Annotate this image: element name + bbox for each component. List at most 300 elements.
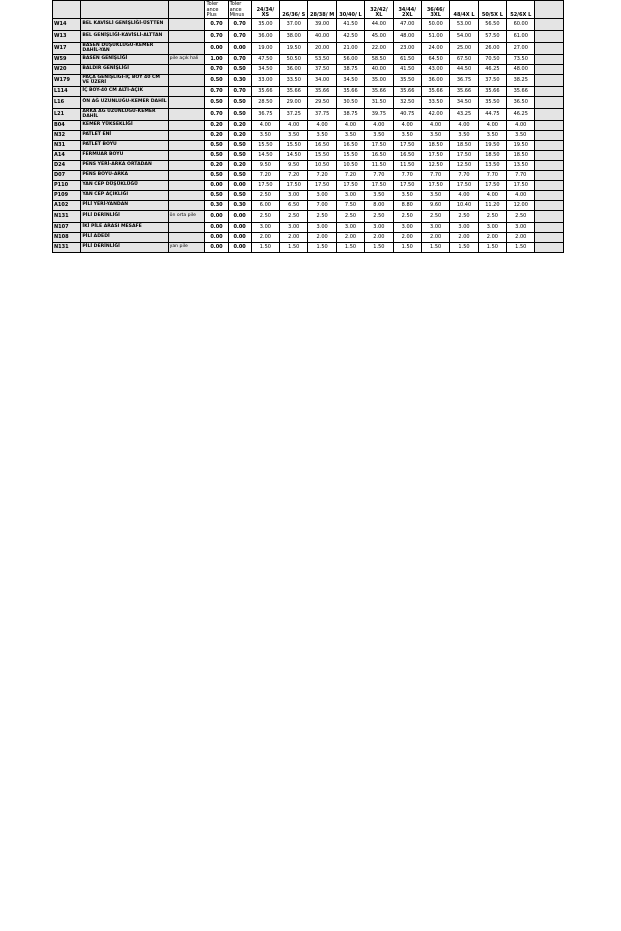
tolerance-plus: 0.00 [205, 223, 228, 233]
size-value: 36.00 [280, 65, 308, 75]
size-value: 2.00 [280, 233, 308, 243]
empty-cell [535, 141, 564, 151]
tolerance-minus: 0.20 [228, 121, 251, 131]
measure-code: W59 [53, 55, 81, 65]
size-value: 20.00 [308, 43, 336, 55]
measure-code: P110 [53, 181, 81, 191]
size-value: 35.50 [393, 75, 421, 87]
size-value: 21.00 [336, 43, 364, 55]
size-value: 53.50 [308, 55, 336, 65]
measure-description: PİLİ DERİNLİĞİ [81, 243, 168, 253]
size-value: 51.00 [421, 31, 449, 43]
measure-description: ÖN AĞ UZUNLUĞU-KEMER DAHİL [81, 97, 168, 109]
size-value: 34.50 [336, 75, 364, 87]
header-size: 52/6X L [507, 1, 535, 19]
size-value: 3.00 [251, 223, 279, 233]
size-value: 15.50 [336, 151, 364, 161]
measure-description: PATLET BOYU [81, 141, 168, 151]
size-value: 35.66 [478, 87, 506, 97]
size-value: 35.66 [308, 87, 336, 97]
size-value: 24.00 [421, 43, 449, 55]
size-value: 7.20 [251, 171, 279, 181]
size-value: 3.50 [507, 131, 535, 141]
measure-note [168, 75, 205, 87]
tolerance-plus: 0.20 [205, 131, 228, 141]
size-value: 1.50 [336, 243, 364, 253]
table-row [53, 161, 564, 171]
size-value: 2.50 [507, 211, 535, 223]
size-value: 3.00 [280, 223, 308, 233]
header-size: 28/38/ M [308, 1, 336, 19]
size-value: 1.50 [308, 243, 336, 253]
size-value: 29.00 [280, 97, 308, 109]
size-value: 3.00 [308, 191, 336, 201]
size-value: 35.66 [336, 87, 364, 97]
tolerance-minus: 0.30 [228, 201, 251, 211]
size-value: 17.50 [365, 181, 393, 191]
size-value: 4.00 [478, 121, 506, 131]
measure-note [168, 97, 205, 109]
empty-cell [535, 233, 564, 243]
size-value: 3.50 [308, 131, 336, 141]
size-value: 25.00 [450, 43, 478, 55]
size-value: 9.50 [280, 161, 308, 171]
size-value: 67.50 [450, 55, 478, 65]
size-value: 3.50 [336, 131, 364, 141]
size-value: 1.50 [507, 243, 535, 253]
measure-description: PİLİ YERİ-YANDAN [81, 201, 168, 211]
measure-code: L114 [53, 87, 81, 97]
size-value: 3.00 [336, 191, 364, 201]
size-value: 2.00 [421, 233, 449, 243]
measure-note [168, 131, 205, 141]
table-row [53, 109, 564, 121]
size-value: 43.00 [421, 65, 449, 75]
size-value: 48.00 [393, 31, 421, 43]
size-value: 17.50 [280, 181, 308, 191]
size-value: 4.00 [308, 121, 336, 131]
size-value: 36.75 [450, 75, 478, 87]
size-value: 2.00 [450, 233, 478, 243]
size-value: 10.40 [450, 201, 478, 211]
size-value: 7.70 [507, 171, 535, 181]
size-value: 33.00 [251, 75, 279, 87]
header-row [53, 1, 564, 19]
size-value: 7.70 [365, 171, 393, 181]
size-value: 17.50 [393, 141, 421, 151]
size-value: 13.50 [478, 161, 506, 171]
measure-description: YAN CEP DÜŞÜKLÜĞÜ [81, 181, 168, 191]
size-value: 44.75 [478, 109, 506, 121]
size-value: 46.25 [478, 65, 506, 75]
size-value: 17.50 [393, 181, 421, 191]
measure-code: W14 [53, 19, 81, 31]
tolerance-plus: 0.50 [205, 151, 228, 161]
tolerance-plus: 0.70 [205, 87, 228, 97]
size-value: 7.50 [336, 201, 364, 211]
size-value: 35.66 [251, 87, 279, 97]
measure-description: YAN CEP AÇIKLIĞI [81, 191, 168, 201]
measure-note [168, 171, 205, 181]
measure-note: pile açık hali [168, 55, 205, 65]
size-value: 16.50 [365, 151, 393, 161]
size-value: 35.66 [507, 87, 535, 97]
size-value: 37.00 [280, 19, 308, 31]
tolerance-minus: 0.50 [228, 109, 251, 121]
size-value: 56.50 [478, 19, 506, 31]
size-value: 28.50 [251, 97, 279, 109]
size-value: 53.00 [450, 19, 478, 31]
header-tolerance-plus: Toler ance Plus [205, 1, 228, 19]
size-value: 57.50 [478, 31, 506, 43]
header-size: 24/34/ XS [251, 1, 279, 19]
size-value: 3.00 [365, 223, 393, 233]
size-value: 1.50 [478, 243, 506, 253]
size-value: 6.00 [251, 201, 279, 211]
size-value: 35.66 [450, 87, 478, 97]
size-value: 44.50 [450, 65, 478, 75]
tolerance-minus: 0.50 [228, 171, 251, 181]
size-value: 17.50 [421, 151, 449, 161]
size-value: 31.50 [365, 97, 393, 109]
size-value: 19.00 [251, 43, 279, 55]
size-value: 12.50 [450, 161, 478, 171]
measure-note [168, 43, 205, 55]
size-value: 17.50 [251, 181, 279, 191]
size-value: 35.66 [280, 87, 308, 97]
size-value: 2.00 [251, 233, 279, 243]
measure-note [168, 141, 205, 151]
size-value: 3.50 [421, 131, 449, 141]
measure-code: N131 [53, 211, 81, 223]
size-value: 38.25 [507, 75, 535, 87]
size-value: 2.00 [507, 233, 535, 243]
size-value: 7.20 [308, 171, 336, 181]
measure-note [168, 151, 205, 161]
measure-code: N107 [53, 223, 81, 233]
size-value: 47.50 [251, 55, 279, 65]
size-value: 61.50 [393, 55, 421, 65]
empty-cell [535, 171, 564, 181]
size-value: 2.50 [421, 211, 449, 223]
tolerance-plus: 0.70 [205, 19, 228, 31]
table-row [53, 191, 564, 201]
size-value: 37.50 [308, 65, 336, 75]
table-row [53, 121, 564, 131]
size-value: 4.00 [336, 121, 364, 131]
measure-note [168, 181, 205, 191]
size-value: 47.00 [393, 19, 421, 31]
size-value: 38.75 [336, 65, 364, 75]
size-value: 60.00 [507, 19, 535, 31]
size-value: 42.50 [336, 31, 364, 43]
tolerance-plus: 0.30 [205, 201, 228, 211]
size-value: 1.50 [393, 243, 421, 253]
size-value: 3.00 [507, 223, 535, 233]
size-value: 56.00 [336, 55, 364, 65]
size-value: 1.50 [421, 243, 449, 253]
size-value: 54.00 [450, 31, 478, 43]
size-value: 19.50 [507, 141, 535, 151]
measure-code: D07 [53, 171, 81, 181]
measure-note [168, 121, 205, 131]
size-value: 64.50 [421, 55, 449, 65]
header-size: 36/46/ 3XL [421, 1, 449, 19]
size-value: 3.00 [421, 223, 449, 233]
size-value: 16.50 [336, 141, 364, 151]
measure-description: PAÇA GENİŞLİĞİ-İÇ BOY 40 CM VE ÜZERİ [81, 75, 168, 87]
table-row [53, 65, 564, 75]
size-value: 39.00 [308, 19, 336, 31]
measure-note [168, 161, 205, 171]
tolerance-plus: 0.50 [205, 191, 228, 201]
empty-cell [535, 121, 564, 131]
table-header [53, 1, 564, 19]
size-value: 17.50 [507, 181, 535, 191]
measure-description: PİLİ ADEDİ [81, 233, 168, 243]
measure-description: BALDIR GENİŞLİĞİ [81, 65, 168, 75]
size-value: 9.60 [421, 201, 449, 211]
tolerance-minus: 0.00 [228, 233, 251, 243]
size-value: 35.00 [251, 19, 279, 31]
empty-cell [535, 97, 564, 109]
header-description [81, 1, 168, 19]
measure-code: B04 [53, 121, 81, 131]
size-value: 2.00 [393, 233, 421, 243]
tolerance-minus: 0.00 [228, 43, 251, 55]
table-row [53, 201, 564, 211]
table-row [53, 75, 564, 87]
size-value: 29.50 [308, 97, 336, 109]
size-value: 4.00 [450, 191, 478, 201]
measure-code: P109 [53, 191, 81, 201]
size-value: 35.66 [365, 87, 393, 97]
size-value: 17.50 [308, 181, 336, 191]
size-value: 4.00 [365, 121, 393, 131]
empty-cell [535, 43, 564, 55]
size-value: 3.50 [280, 131, 308, 141]
size-value: 26.00 [478, 43, 506, 55]
size-value: 50.50 [280, 55, 308, 65]
measure-code: N32 [53, 131, 81, 141]
size-value: 23.00 [393, 43, 421, 55]
size-value: 7.20 [336, 171, 364, 181]
tolerance-plus: 0.50 [205, 171, 228, 181]
table-row [53, 87, 564, 97]
measure-code: W17 [53, 43, 81, 55]
size-value: 19.50 [478, 141, 506, 151]
empty-cell [535, 87, 564, 97]
size-value: 2.50 [336, 211, 364, 223]
size-value: 42.00 [421, 109, 449, 121]
measure-note: ön orta pile [168, 211, 205, 223]
size-value: 12.00 [507, 201, 535, 211]
tolerance-plus: 0.00 [205, 243, 228, 253]
size-value: 70.50 [478, 55, 506, 65]
size-value: 2.00 [336, 233, 364, 243]
size-value: 3.50 [478, 131, 506, 141]
size-value: 41.50 [336, 19, 364, 31]
size-value: 38.75 [336, 109, 364, 121]
empty-cell [535, 55, 564, 65]
header-size: 30/40/ L [336, 1, 364, 19]
measure-description: KEMER YÜKSEKLİĞİ [81, 121, 168, 131]
measure-note [168, 31, 205, 43]
size-value: 17.50 [450, 181, 478, 191]
size-value: 3.00 [478, 223, 506, 233]
size-value: 1.50 [450, 243, 478, 253]
size-value: 36.75 [251, 109, 279, 121]
measure-code: W20 [53, 65, 81, 75]
header-size: 48/4X L [450, 1, 478, 19]
measure-code: A14 [53, 151, 81, 161]
size-value: 39.75 [365, 109, 393, 121]
tolerance-plus: 0.20 [205, 161, 228, 171]
empty-cell [535, 181, 564, 191]
size-value: 2.00 [478, 233, 506, 243]
empty-cell [535, 223, 564, 233]
size-value: 4.00 [478, 191, 506, 201]
measure-description: PİLİ DERİNLİĞİ [81, 211, 168, 223]
measure-note [168, 223, 205, 233]
measure-description: BASEN DÜŞÜKLÜĞÜ-KEMER DAHİL-YAN [81, 43, 168, 55]
measure-note [168, 201, 205, 211]
size-value: 3.00 [308, 223, 336, 233]
tolerance-minus: 0.50 [228, 97, 251, 109]
measure-code: N131 [53, 243, 81, 253]
size-value: 2.50 [251, 211, 279, 223]
size-value: 4.00 [280, 121, 308, 131]
size-value: 3.50 [365, 191, 393, 201]
measure-code: W13 [53, 31, 81, 43]
size-value: 3.50 [365, 131, 393, 141]
tolerance-minus: 0.00 [228, 223, 251, 233]
measure-description: PENS BOYU-ARKA [81, 171, 168, 181]
size-value: 3.50 [421, 191, 449, 201]
size-value: 3.00 [450, 223, 478, 233]
size-value: 8.00 [365, 201, 393, 211]
size-value: 34.50 [251, 65, 279, 75]
size-value: 50.00 [421, 19, 449, 31]
table-row [53, 43, 564, 55]
size-value: 61.00 [507, 31, 535, 43]
size-value: 9.50 [251, 161, 279, 171]
size-value: 2.50 [393, 211, 421, 223]
size-value: 1.50 [280, 243, 308, 253]
size-value: 35.66 [393, 87, 421, 97]
tolerance-minus: 0.50 [228, 191, 251, 201]
size-value: 3.50 [450, 131, 478, 141]
size-value: 2.50 [478, 211, 506, 223]
tolerance-plus: 0.50 [205, 75, 228, 87]
size-value: 18.50 [421, 141, 449, 151]
table-row [53, 55, 564, 65]
size-value: 37.25 [280, 109, 308, 121]
size-value: 2.50 [308, 211, 336, 223]
tolerance-plus: 0.20 [205, 121, 228, 131]
header-size: 32/42/ XL [365, 1, 393, 19]
size-value: 43.25 [450, 109, 478, 121]
size-value: 7.70 [393, 171, 421, 181]
size-value: 38.00 [280, 31, 308, 43]
tolerance-minus: 0.70 [228, 87, 251, 97]
size-value: 37.50 [478, 75, 506, 87]
tolerance-minus: 0.50 [228, 65, 251, 75]
size-value: 40.00 [308, 31, 336, 43]
size-value: 15.50 [308, 151, 336, 161]
size-value: 18.50 [478, 151, 506, 161]
tolerance-minus: 0.00 [228, 243, 251, 253]
size-value: 18.50 [450, 141, 478, 151]
tolerance-plus: 0.50 [205, 141, 228, 151]
header-size [535, 1, 564, 19]
empty-cell [535, 243, 564, 253]
measure-description: BASEN GENİŞLİĞİ [81, 55, 168, 65]
table-row [53, 223, 564, 233]
measure-note [168, 65, 205, 75]
table-body [53, 19, 564, 253]
tolerance-minus: 0.50 [228, 141, 251, 151]
size-value: 2.50 [280, 211, 308, 223]
size-value: 34.50 [450, 97, 478, 109]
size-value: 2.50 [450, 211, 478, 223]
size-value: 3.00 [336, 223, 364, 233]
size-value: 3.00 [280, 191, 308, 201]
measure-note [168, 109, 205, 121]
header-size: 26/36/ S [280, 1, 308, 19]
size-value: 10.50 [308, 161, 336, 171]
size-value: 11.20 [478, 201, 506, 211]
measure-description: İÇ BOY-40 CM ALTI-AÇIK [81, 87, 168, 97]
size-value: 7.20 [280, 171, 308, 181]
tolerance-plus: 0.70 [205, 109, 228, 121]
table-row [53, 233, 564, 243]
size-value: 7.00 [308, 201, 336, 211]
measure-code: L21 [53, 109, 81, 121]
measure-description: PENS YERİ-ARKA ORTADAN [81, 161, 168, 171]
measure-code: L16 [53, 97, 81, 109]
size-value: 16.50 [308, 141, 336, 151]
measure-note [168, 87, 205, 97]
size-value: 4.00 [421, 121, 449, 131]
measure-code: W179 [53, 75, 81, 87]
size-value: 35.50 [478, 97, 506, 109]
size-value: 3.50 [251, 131, 279, 141]
measure-description: BEL KAVİSLİ GENİŞLİĞİ-ÜSTTEN [81, 19, 168, 31]
size-value: 15.50 [251, 141, 279, 151]
measure-note [168, 233, 205, 243]
tolerance-minus: 0.70 [228, 19, 251, 31]
size-value: 34.00 [308, 75, 336, 87]
tolerance-plus: 0.00 [205, 43, 228, 55]
header-size: 50/5X L [478, 1, 506, 19]
measure-code: N108 [53, 233, 81, 243]
size-value: 48.00 [507, 65, 535, 75]
table-row [53, 19, 564, 31]
empty-cell [535, 151, 564, 161]
measure-note: yan pile [168, 243, 205, 253]
tolerance-minus: 0.20 [228, 131, 251, 141]
empty-cell [535, 161, 564, 171]
size-value: 36.50 [507, 97, 535, 109]
size-value: 30.50 [336, 97, 364, 109]
empty-cell [535, 191, 564, 201]
tolerance-minus: 0.30 [228, 75, 251, 87]
tolerance-plus: 0.00 [205, 181, 228, 191]
size-value: 4.00 [507, 191, 535, 201]
size-value: 3.50 [393, 191, 421, 201]
header-size: 34/44/ 2XL [393, 1, 421, 19]
